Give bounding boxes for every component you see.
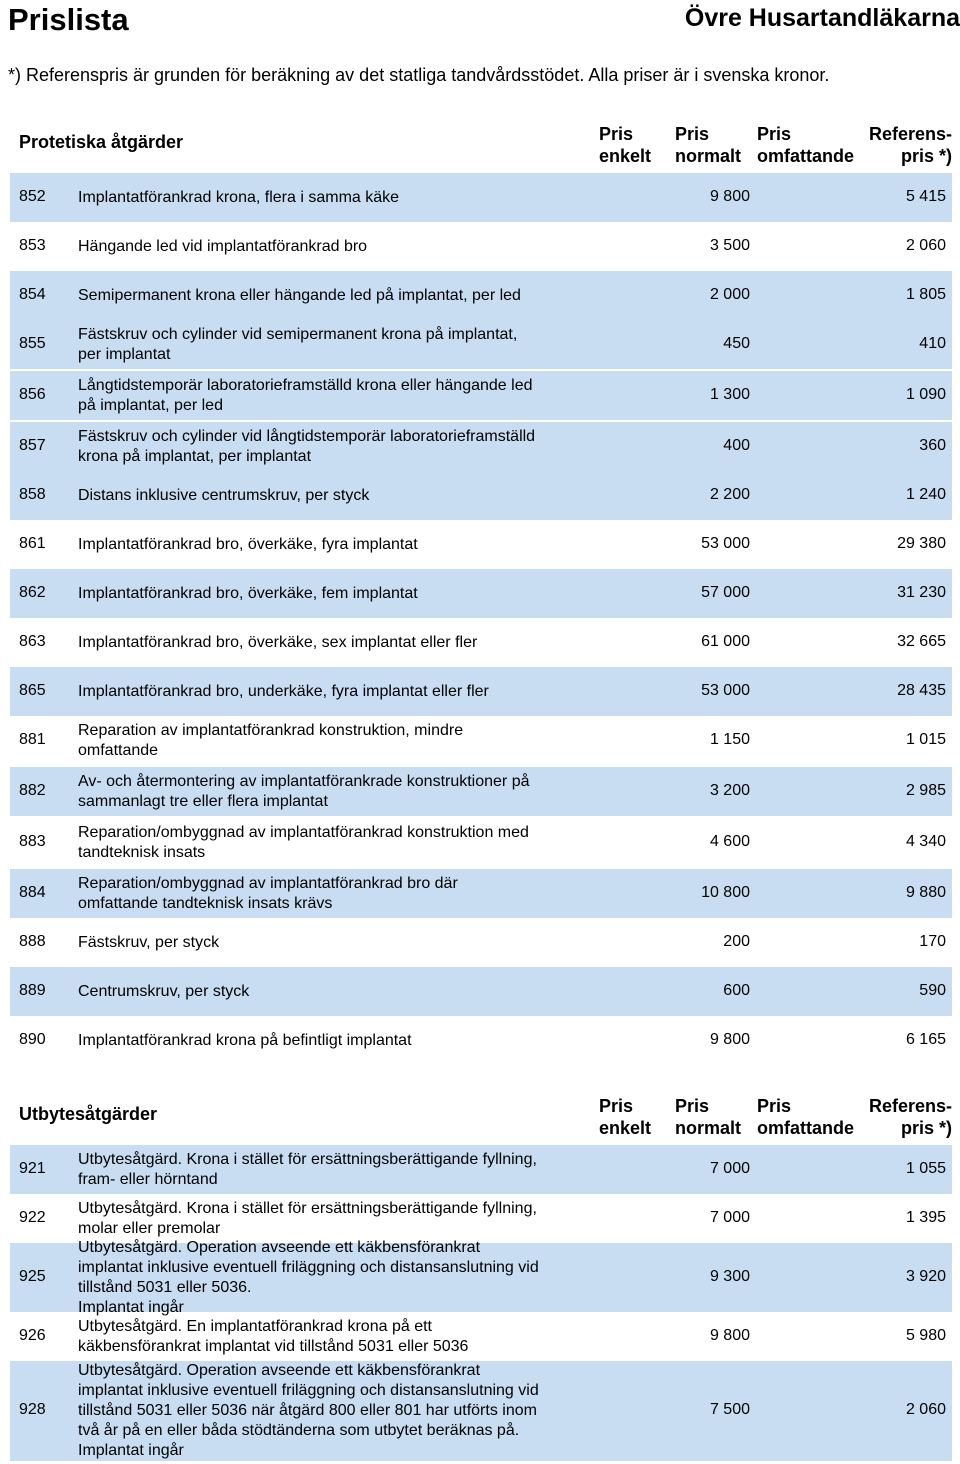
col-header-referenspris: Referens- pris *) — [868, 1096, 952, 1138]
price-referens: 31 230 — [897, 583, 946, 601]
table-row — [10, 716, 952, 765]
row-code: 856 — [19, 385, 46, 403]
row-description: Reparation/ombyggnad av implantatförankrad konstruktion med tandteknisk insats — [78, 823, 529, 861]
price-referens: 28 435 — [897, 681, 946, 699]
row-description: Fästskruv och cylinder vid långtidstemporär laboratorieframställd krona på implantat, per implantat — [78, 427, 536, 465]
price-normalt: 9 800 — [709, 1030, 750, 1048]
price-normalt: 3 500 — [709, 236, 750, 254]
row-description: Implantatförankrad krona, flera i samma käke — [78, 188, 400, 206]
reference-note: *) Referenspris är grunden för beräkning av det statliga tandvårdsstödet. Alla priser är i svenska kronor. — [8, 65, 830, 85]
table-row — [10, 320, 952, 369]
row-description: Semipermanent krona eller hängande led på implantat, per led — [78, 286, 521, 304]
price-referens: 1 240 — [905, 485, 946, 503]
row-description: Fästskruv och cylinder vid semipermanent krona på implantat, per implantat — [78, 325, 518, 363]
col-header-enkelt: Pris enkelt — [599, 124, 652, 166]
price-normalt: 7 000 — [709, 1208, 750, 1226]
row-description: Reparation av implantatförankrad konstruktion, mindre omfattande — [78, 721, 464, 759]
price-normalt: 2 000 — [709, 285, 750, 303]
table-row — [10, 1016, 952, 1065]
col-header-normalt: Pris normalt — [675, 1096, 742, 1138]
row-code: 862 — [19, 583, 46, 601]
price-referens: 3 920 — [905, 1267, 946, 1285]
price-normalt: 10 800 — [701, 883, 750, 901]
price-referens: 2 060 — [905, 236, 946, 254]
row-code: 863 — [19, 632, 46, 650]
row-code: 853 — [19, 236, 46, 254]
price-normalt: 61 000 — [701, 632, 750, 650]
table-row — [10, 520, 952, 569]
price-referens: 1 395 — [905, 1208, 946, 1226]
table-row — [10, 967, 952, 1016]
table-row — [10, 1194, 952, 1243]
row-code: 890 — [19, 1030, 46, 1048]
table-row — [10, 471, 952, 520]
table-row — [10, 420, 952, 471]
table-row — [10, 569, 952, 618]
row-code: 884 — [19, 883, 46, 901]
row-description: Utbytesåtgärd. Krona i stället för ersättningsberättigande fyllning, fram- eller hörntand — [78, 1150, 537, 1188]
table-row — [10, 867, 952, 918]
row-description: Implantatförankrad krona på befintligt implantat — [78, 1031, 412, 1049]
price-table — [10, 173, 952, 1065]
table-row — [10, 816, 952, 867]
price-normalt: 200 — [723, 932, 750, 950]
row-code: 861 — [19, 534, 46, 552]
row-description: Utbytesåtgärd. Operation avseende ett käkbensförankrat implantat inklusive eventuell friläggning och distansanslutning vid tillstånd 5031 eller 5036 när åtgärd 800 eller 801 har utförts inom två år på en eller båda stödtänderna som utbytet beräknas på. Implantat ingår — [78, 1362, 539, 1459]
price-normalt: 3 200 — [709, 781, 750, 799]
row-description: Distans inklusive centrumskruv, per styck — [78, 486, 370, 504]
price-normalt: 450 — [723, 334, 750, 352]
price-referens: 1 805 — [905, 285, 946, 303]
price-referens: 6 165 — [905, 1030, 946, 1048]
price-normalt: 53 000 — [701, 534, 750, 552]
row-description: Implantatförankrad bro, överkäke, fem implantat — [78, 584, 418, 602]
section-header — [10, 123, 952, 173]
page-title: Prislista — [8, 2, 129, 37]
table-row — [10, 271, 952, 320]
row-code: 855 — [19, 334, 46, 352]
row-description: Implantatförankrad bro, underkäke, fyra implantat eller fler — [78, 682, 489, 700]
table-row — [10, 222, 952, 271]
price-referens: 590 — [919, 981, 946, 999]
section-protetiska — [10, 123, 952, 1065]
price-normalt: 7 500 — [709, 1401, 750, 1418]
price-normalt: 57 000 — [701, 583, 750, 601]
row-code: 925 — [19, 1267, 46, 1285]
price-referens: 5 415 — [905, 187, 946, 205]
section-title: Utbytesåtgärder — [19, 1104, 158, 1124]
price-normalt: 7 000 — [709, 1159, 750, 1177]
section-header — [10, 1095, 952, 1145]
section-title: Protetiska åtgärder — [19, 132, 184, 152]
clinic-name: Övre Husartandläkarna — [684, 4, 960, 32]
price-referens: 1 015 — [905, 730, 946, 748]
row-description: Hängande led vid implantatförankrad bro — [78, 237, 368, 255]
row-code: 857 — [19, 436, 46, 454]
table-row — [10, 765, 952, 816]
price-normalt: 1 150 — [709, 730, 750, 748]
row-code: 922 — [19, 1208, 46, 1226]
table-row — [10, 618, 952, 667]
row-code: 854 — [19, 285, 46, 303]
price-normalt: 9 800 — [709, 1326, 750, 1344]
col-header-normalt: Pris normalt — [675, 124, 742, 166]
price-referens: 5 980 — [905, 1326, 946, 1344]
price-referens: 410 — [919, 334, 946, 352]
price-referens: 360 — [919, 436, 946, 454]
row-code: 926 — [19, 1326, 46, 1344]
table-row — [10, 1238, 952, 1316]
section-utbytes — [10, 1095, 952, 1461]
table-row — [10, 1312, 952, 1361]
row-description: Reparation/ombyggnad av implantatförankrad bro där omfattande tandteknisk insats krävs — [78, 874, 458, 912]
price-normalt: 9 300 — [709, 1267, 750, 1285]
row-code: 883 — [19, 832, 46, 850]
price-referens: 2 060 — [905, 1401, 946, 1418]
col-header-enkelt: Pris enkelt — [599, 1096, 652, 1138]
row-description: Centrumskruv, per styck — [78, 982, 250, 1000]
row-code: 889 — [19, 981, 46, 999]
price-normalt: 1 300 — [709, 385, 750, 403]
col-header-omfattande: Pris omfattande — [757, 1096, 855, 1138]
table-row — [10, 1361, 952, 1461]
col-header-omfattande: Pris omfattande — [757, 124, 855, 166]
price-referens: 2 985 — [905, 781, 946, 799]
table-row — [10, 369, 952, 420]
row-description: Långtidstemporär laboratorieframställd krona eller hängande led på implantat, per led — [78, 376, 533, 414]
row-code: 882 — [19, 781, 46, 799]
row-description: Utbytesåtgärd. Krona i stället för ersättningsberättigande fyllning, molar eller premolar — [78, 1199, 537, 1237]
price-normalt: 53 000 — [701, 681, 750, 699]
price-referens: 4 340 — [905, 832, 946, 850]
price-normalt: 400 — [723, 436, 750, 454]
row-code: 921 — [19, 1159, 46, 1177]
row-code: 881 — [19, 730, 46, 748]
row-code: 888 — [19, 932, 46, 950]
price-normalt: 9 800 — [709, 187, 750, 205]
row-code: 852 — [19, 187, 46, 205]
row-code: 858 — [19, 485, 46, 503]
price-referens: 29 380 — [897, 534, 946, 552]
row-description: Utbytesåtgärd. Operation avseende ett käkbensförankrat implantat inklusive eventuell friläggning och distansanslutning vid tillstånd 5031 eller 5036. Implantat ingår — [78, 1238, 539, 1316]
table-row — [10, 918, 952, 967]
price-normalt: 2 200 — [709, 485, 750, 503]
row-code: 928 — [19, 1401, 46, 1418]
row-description: Implantatförankrad bro, överkäke, sex implantat eller fler — [78, 633, 478, 651]
price-referens: 1 055 — [905, 1159, 946, 1177]
price-referens: 1 090 — [905, 385, 946, 403]
price-referens: 9 880 — [905, 883, 946, 901]
price-referens: 32 665 — [897, 632, 946, 650]
table-row — [10, 1145, 952, 1194]
row-description: Fästskruv, per styck — [78, 933, 220, 951]
table-row — [10, 173, 952, 222]
row-code: 865 — [19, 681, 46, 699]
price-normalt: 4 600 — [709, 832, 750, 850]
price-table — [10, 1145, 952, 1461]
price-normalt: 600 — [723, 981, 750, 999]
table-row — [10, 667, 952, 716]
row-description: Av- och återmontering av implantatförankrade konstruktioner på sammanlagt tre eller flera implantat — [78, 772, 530, 810]
price-referens: 170 — [919, 932, 946, 950]
row-description: Utbytesåtgärd. En implantatförankrad krona på ett käkbensförankrat implantat vid tillstånd 5031 eller 5036 — [78, 1317, 469, 1355]
row-description: Implantatförankrad bro, överkäke, fyra implantat — [78, 535, 418, 553]
col-header-referenspris: Referens- pris *) — [868, 124, 952, 166]
